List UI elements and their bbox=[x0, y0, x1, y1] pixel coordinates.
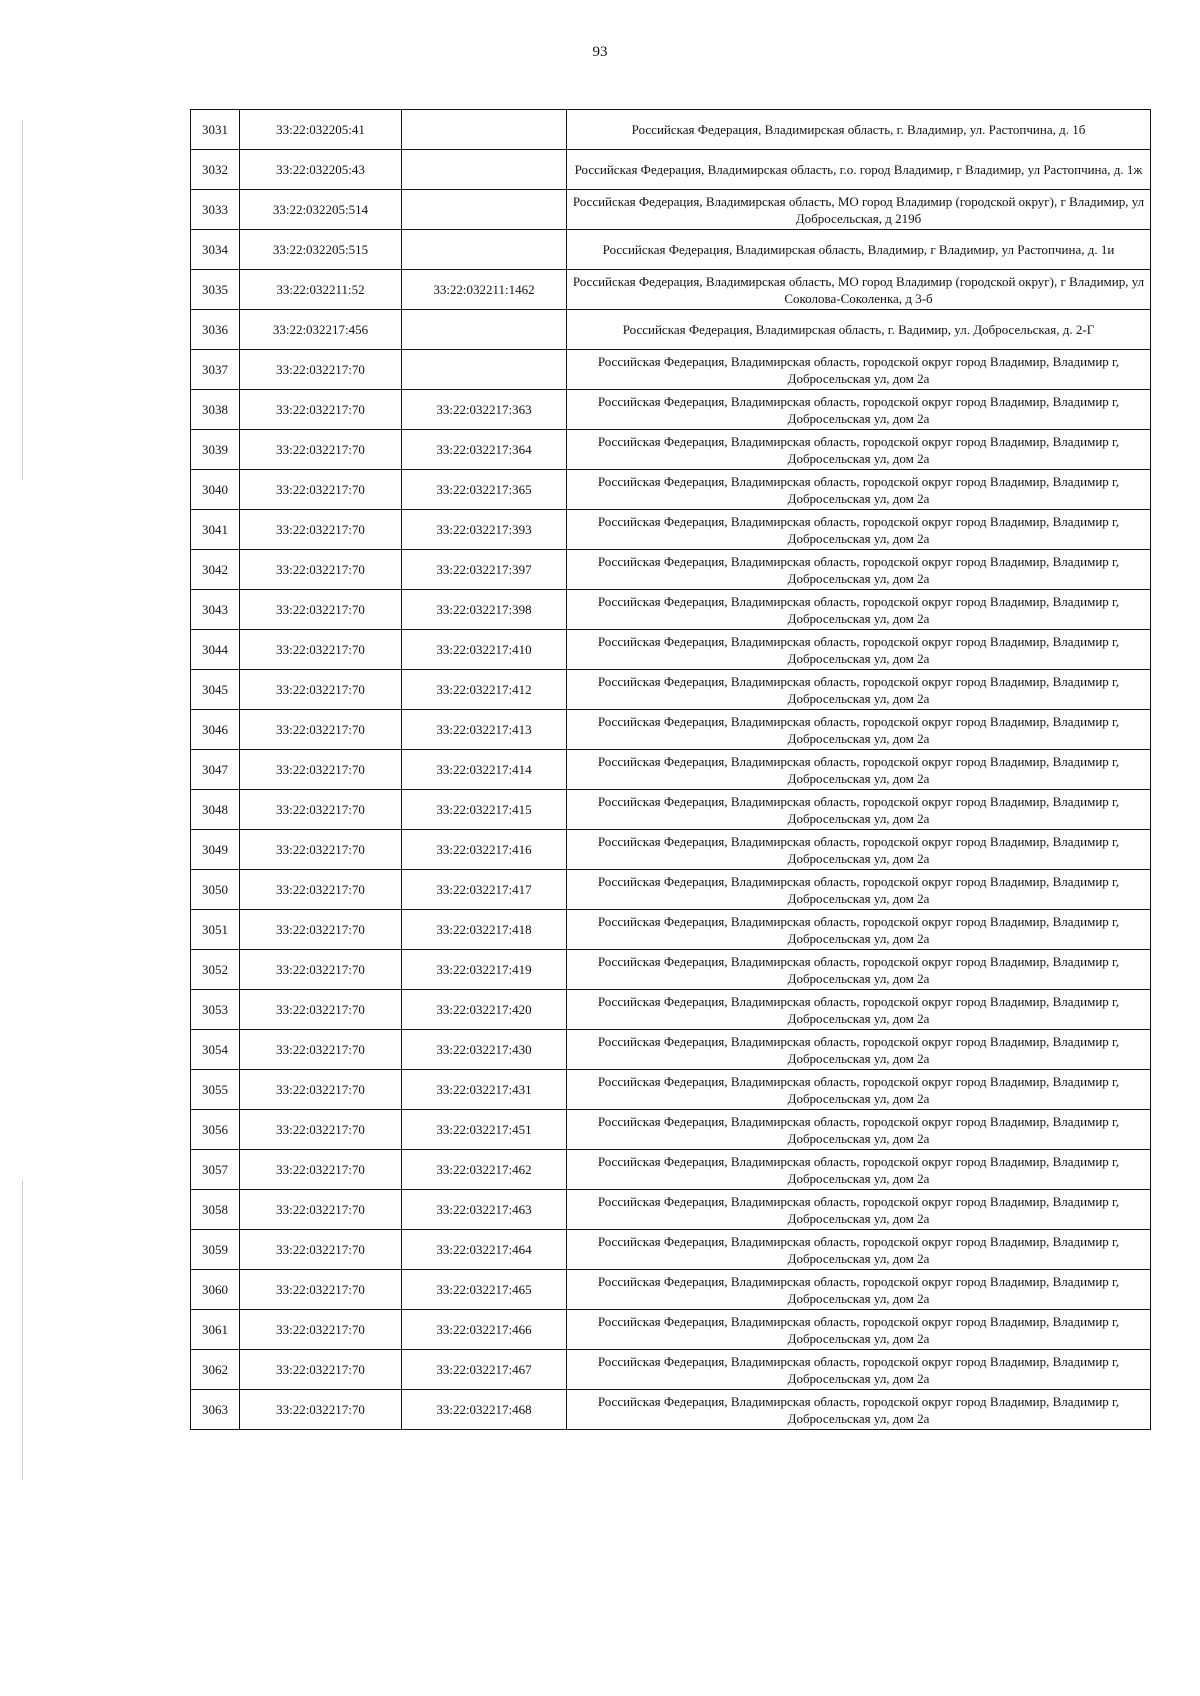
object-cadastral-number-cell: 33:22:032217:416 bbox=[402, 830, 567, 870]
row-number-cell: 3033 bbox=[191, 190, 240, 230]
row-number-cell: 3054 bbox=[191, 1030, 240, 1070]
cadastral-number-cell: 33:22:032217:70 bbox=[240, 590, 402, 630]
row-number-cell: 3061 bbox=[191, 1310, 240, 1350]
cadastral-number-cell: 33:22:032217:70 bbox=[240, 1110, 402, 1150]
address-cell: Российская Федерация, Владимирская область, городской округ город Владимир, Владимир г, Добросельская ул, дом 2а bbox=[567, 350, 1151, 390]
row-number-cell: 3036 bbox=[191, 310, 240, 350]
cadastral-number-cell: 33:22:032217:70 bbox=[240, 1230, 402, 1270]
table-row bbox=[191, 910, 1151, 950]
cadastral-number-cell: 33:22:032217:70 bbox=[240, 1070, 402, 1110]
row-number-cell: 3049 bbox=[191, 830, 240, 870]
row-number-cell: 3038 bbox=[191, 390, 240, 430]
table-row bbox=[191, 590, 1151, 630]
object-cadastral-number-cell: 33:22:032217:462 bbox=[402, 1150, 567, 1190]
row-number-cell: 3063 bbox=[191, 1390, 240, 1430]
address-cell: Российская Федерация, Владимирская область, городской округ город Владимир, Владимир г, Добросельская ул, дом 2а bbox=[567, 950, 1151, 990]
object-cadastral-number-cell: 33:22:032217:420 bbox=[402, 990, 567, 1030]
cadastral-number-cell: 33:22:032217:456 bbox=[240, 310, 402, 350]
object-cadastral-number-cell: 33:22:032217:393 bbox=[402, 510, 567, 550]
row-number-cell: 3047 bbox=[191, 750, 240, 790]
registry-table bbox=[190, 109, 1151, 1430]
table-row bbox=[191, 550, 1151, 590]
row-number-cell: 3051 bbox=[191, 910, 240, 950]
row-number-cell: 3059 bbox=[191, 1230, 240, 1270]
table-row bbox=[191, 1230, 1151, 1270]
row-number-cell: 3060 bbox=[191, 1270, 240, 1310]
table-row bbox=[191, 1350, 1151, 1390]
address-cell: Российская Федерация, Владимирская область, городской округ город Владимир, Владимир г, Добросельская ул, дом 2а bbox=[567, 1390, 1151, 1430]
object-cadastral-number-cell bbox=[402, 310, 567, 350]
table-row bbox=[191, 950, 1151, 990]
cadastral-number-cell: 33:22:032205:515 bbox=[240, 230, 402, 270]
address-cell: Российская Федерация, Владимирская область, городской округ город Владимир, Владимир г, Добросельская ул, дом 2а bbox=[567, 1190, 1151, 1230]
object-cadastral-number-cell: 33:22:032217:364 bbox=[402, 430, 567, 470]
cadastral-number-cell: 33:22:032217:70 bbox=[240, 1310, 402, 1350]
object-cadastral-number-cell bbox=[402, 190, 567, 230]
table-row bbox=[191, 830, 1151, 870]
cadastral-number-cell: 33:22:032217:70 bbox=[240, 950, 402, 990]
address-cell: Российская Федерация, Владимирская область, городской округ город Владимир, Владимир г, Добросельская ул, дом 2а bbox=[567, 1350, 1151, 1390]
table-row bbox=[191, 1030, 1151, 1070]
address-cell: Российская Федерация, Владимирская область, городской округ город Владимир, Владимир г, Добросельская ул, дом 2а bbox=[567, 1230, 1151, 1270]
row-number-cell: 3044 bbox=[191, 630, 240, 670]
object-cadastral-number-cell: 33:22:032217:430 bbox=[402, 1030, 567, 1070]
object-cadastral-number-cell: 33:22:032217:413 bbox=[402, 710, 567, 750]
address-cell: Российская Федерация, Владимирская область, МО город Владимир (городской округ), г Владимир, ул Соколова-Соколенка, д 3-б bbox=[567, 270, 1151, 310]
address-cell: Российская Федерация, Владимирская область, городской округ город Владимир, Владимир г, Добросельская ул, дом 2а bbox=[567, 470, 1151, 510]
table-row bbox=[191, 870, 1151, 910]
cadastral-number-cell: 33:22:032217:70 bbox=[240, 870, 402, 910]
row-number-cell: 3037 bbox=[191, 350, 240, 390]
table-row bbox=[191, 1190, 1151, 1230]
object-cadastral-number-cell: 33:22:032217:467 bbox=[402, 1350, 567, 1390]
object-cadastral-number-cell: 33:22:032217:417 bbox=[402, 870, 567, 910]
address-cell: Российская Федерация, Владимирская область, г. Владимир, ул. Растопчина, д. 1б bbox=[567, 110, 1151, 150]
object-cadastral-number-cell: 33:22:032217:414 bbox=[402, 750, 567, 790]
object-cadastral-number-cell: 33:22:032217:398 bbox=[402, 590, 567, 630]
table-row bbox=[191, 1310, 1151, 1350]
address-cell: Российская Федерация, Владимирская область, городской округ город Владимир, Владимир г, Добросельская ул, дом 2а bbox=[567, 990, 1151, 1030]
object-cadastral-number-cell: 33:22:032217:419 bbox=[402, 950, 567, 990]
cadastral-number-cell: 33:22:032205:43 bbox=[240, 150, 402, 190]
cadastral-number-cell: 33:22:032217:70 bbox=[240, 350, 402, 390]
object-cadastral-number-cell: 33:22:032217:464 bbox=[402, 1230, 567, 1270]
object-cadastral-number-cell: 33:22:032217:466 bbox=[402, 1310, 567, 1350]
object-cadastral-number-cell: 33:22:032217:451 bbox=[402, 1110, 567, 1150]
row-number-cell: 3043 bbox=[191, 590, 240, 630]
object-cadastral-number-cell bbox=[402, 110, 567, 150]
object-cadastral-number-cell bbox=[402, 230, 567, 270]
cadastral-number-cell: 33:22:032211:52 bbox=[240, 270, 402, 310]
address-cell: Российская Федерация, Владимирская область, городской округ город Владимир, Владимир г, Добросельская ул, дом 2а bbox=[567, 390, 1151, 430]
cadastral-number-cell: 33:22:032217:70 bbox=[240, 510, 402, 550]
address-cell: Российская Федерация, Владимирская область, городской округ город Владимир, Владимир г, Добросельская ул, дом 2а bbox=[567, 1310, 1151, 1350]
table-row bbox=[191, 990, 1151, 1030]
row-number-cell: 3046 bbox=[191, 710, 240, 750]
cadastral-number-cell: 33:22:032217:70 bbox=[240, 1270, 402, 1310]
cadastral-number-cell: 33:22:032205:514 bbox=[240, 190, 402, 230]
row-number-cell: 3053 bbox=[191, 990, 240, 1030]
cadastral-number-cell: 33:22:032217:70 bbox=[240, 990, 402, 1030]
table-row bbox=[191, 310, 1151, 350]
row-number-cell: 3057 bbox=[191, 1150, 240, 1190]
address-cell: Российская Федерация, Владимирская область, городской округ город Владимир, Владимир г, Добросельская ул, дом 2а bbox=[567, 1030, 1151, 1070]
table-row bbox=[191, 270, 1151, 310]
cadastral-number-cell: 33:22:032217:70 bbox=[240, 710, 402, 750]
cadastral-number-cell: 33:22:032217:70 bbox=[240, 1390, 402, 1430]
address-cell: Российская Федерация, Владимирская область, городской округ город Владимир, Владимир г, Добросельская ул, дом 2а bbox=[567, 550, 1151, 590]
cadastral-number-cell: 33:22:032217:70 bbox=[240, 470, 402, 510]
scan-edge-mark bbox=[22, 1180, 23, 1480]
table-row bbox=[191, 230, 1151, 270]
row-number-cell: 3052 bbox=[191, 950, 240, 990]
address-cell: Российская Федерация, Владимирская область, городской округ город Владимир, Владимир г, Добросельская ул, дом 2а bbox=[567, 630, 1151, 670]
table-row bbox=[191, 470, 1151, 510]
table-row bbox=[191, 110, 1151, 150]
address-cell: Российская Федерация, Владимирская область, городской округ город Владимир, Владимир г, Добросельская ул, дом 2а bbox=[567, 830, 1151, 870]
address-cell: Российская Федерация, Владимирская область, МО город Владимир (городской округ), г Владимир, ул Добросельская, д 219б bbox=[567, 190, 1151, 230]
address-cell: Российская Федерация, Владимирская область, городской округ город Владимир, Владимир г, Добросельская ул, дом 2а bbox=[567, 1110, 1151, 1150]
cadastral-number-cell: 33:22:032205:41 bbox=[240, 110, 402, 150]
row-number-cell: 3050 bbox=[191, 870, 240, 910]
row-number-cell: 3032 bbox=[191, 150, 240, 190]
address-cell: Российская Федерация, Владимирская область, городской округ город Владимир, Владимир г, Добросельская ул, дом 2а bbox=[567, 1270, 1151, 1310]
object-cadastral-number-cell: 33:22:032211:1462 bbox=[402, 270, 567, 310]
table-row bbox=[191, 150, 1151, 190]
table-row bbox=[191, 1270, 1151, 1310]
address-cell: Российская Федерация, Владимирская область, городской округ город Владимир, Владимир г, Добросельская ул, дом 2а bbox=[567, 790, 1151, 830]
row-number-cell: 3056 bbox=[191, 1110, 240, 1150]
object-cadastral-number-cell: 33:22:032217:463 bbox=[402, 1190, 567, 1230]
object-cadastral-number-cell: 33:22:032217:468 bbox=[402, 1390, 567, 1430]
cadastral-number-cell: 33:22:032217:70 bbox=[240, 1150, 402, 1190]
table-row bbox=[191, 1150, 1151, 1190]
row-number-cell: 3034 bbox=[191, 230, 240, 270]
address-cell: Российская Федерация, Владимирская область, городской округ город Владимир, Владимир г, Добросельская ул, дом 2а bbox=[567, 590, 1151, 630]
row-number-cell: 3031 bbox=[191, 110, 240, 150]
cadastral-number-cell: 33:22:032217:70 bbox=[240, 430, 402, 470]
cadastral-number-cell: 33:22:032217:70 bbox=[240, 750, 402, 790]
table-row bbox=[191, 630, 1151, 670]
table-row bbox=[191, 710, 1151, 750]
address-cell: Российская Федерация, Владимирская область, г.о. город Владимир, г Владимир, ул Растопчина, д. 1ж bbox=[567, 150, 1151, 190]
address-cell: Российская Федерация, Владимирская область, городской округ город Владимир, Владимир г, Добросельская ул, дом 2а bbox=[567, 1070, 1151, 1110]
cadastral-number-cell: 33:22:032217:70 bbox=[240, 670, 402, 710]
object-cadastral-number-cell: 33:22:032217:397 bbox=[402, 550, 567, 590]
address-cell: Российская Федерация, Владимирская область, городской округ город Владимир, Владимир г, Добросельская ул, дом 2а bbox=[567, 870, 1151, 910]
row-number-cell: 3041 bbox=[191, 510, 240, 550]
address-cell: Российская Федерация, Владимирская область, Владимир, г Владимир, ул Растопчина, д. 1и bbox=[567, 230, 1151, 270]
row-number-cell: 3039 bbox=[191, 430, 240, 470]
address-cell: Российская Федерация, Владимирская область, городской округ город Владимир, Владимир г, Добросельская ул, дом 2а bbox=[567, 750, 1151, 790]
address-cell: Российская Федерация, Владимирская область, городской округ город Владимир, Владимир г, Добросельская ул, дом 2а bbox=[567, 910, 1151, 950]
table-row bbox=[191, 350, 1151, 390]
cadastral-number-cell: 33:22:032217:70 bbox=[240, 790, 402, 830]
scan-edge-mark bbox=[22, 120, 23, 480]
row-number-cell: 3042 bbox=[191, 550, 240, 590]
table-row bbox=[191, 510, 1151, 550]
address-cell: Российская Федерация, Владимирская область, г. Вадимир, ул. Добросельская, д. 2-Г bbox=[567, 310, 1151, 350]
table-row bbox=[191, 390, 1151, 430]
row-number-cell: 3062 bbox=[191, 1350, 240, 1390]
object-cadastral-number-cell: 33:22:032217:412 bbox=[402, 670, 567, 710]
address-cell: Российская Федерация, Владимирская область, городской округ город Владимир, Владимир г, Добросельская ул, дом 2а bbox=[567, 1150, 1151, 1190]
object-cadastral-number-cell bbox=[402, 350, 567, 390]
cadastral-number-cell: 33:22:032217:70 bbox=[240, 630, 402, 670]
address-cell: Российская Федерация, Владимирская область, городской округ город Владимир, Владимир г, Добросельская ул, дом 2а bbox=[567, 670, 1151, 710]
table-row bbox=[191, 790, 1151, 830]
row-number-cell: 3058 bbox=[191, 1190, 240, 1230]
object-cadastral-number-cell: 33:22:032217:365 bbox=[402, 470, 567, 510]
object-cadastral-number-cell: 33:22:032217:363 bbox=[402, 390, 567, 430]
registry-table-body bbox=[191, 110, 1151, 1430]
cadastral-number-cell: 33:22:032217:70 bbox=[240, 1030, 402, 1070]
row-number-cell: 3040 bbox=[191, 470, 240, 510]
address-cell: Российская Федерация, Владимирская область, городской округ город Владимир, Владимир г, Добросельская ул, дом 2а bbox=[567, 710, 1151, 750]
table-row bbox=[191, 190, 1151, 230]
object-cadastral-number-cell: 33:22:032217:415 bbox=[402, 790, 567, 830]
table-row bbox=[191, 1070, 1151, 1110]
object-cadastral-number-cell bbox=[402, 150, 567, 190]
cadastral-number-cell: 33:22:032217:70 bbox=[240, 1190, 402, 1230]
row-number-cell: 3035 bbox=[191, 270, 240, 310]
cadastral-number-cell: 33:22:032217:70 bbox=[240, 1350, 402, 1390]
table-row bbox=[191, 1390, 1151, 1430]
table-row bbox=[191, 670, 1151, 710]
row-number-cell: 3055 bbox=[191, 1070, 240, 1110]
cadastral-number-cell: 33:22:032217:70 bbox=[240, 910, 402, 950]
address-cell: Российская Федерация, Владимирская область, городской округ город Владимир, Владимир г, Добросельская ул, дом 2а bbox=[567, 430, 1151, 470]
object-cadastral-number-cell: 33:22:032217:431 bbox=[402, 1070, 567, 1110]
cadastral-number-cell: 33:22:032217:70 bbox=[240, 550, 402, 590]
object-cadastral-number-cell: 33:22:032217:418 bbox=[402, 910, 567, 950]
row-number-cell: 3048 bbox=[191, 790, 240, 830]
row-number-cell: 3045 bbox=[191, 670, 240, 710]
table-row bbox=[191, 1110, 1151, 1150]
object-cadastral-number-cell: 33:22:032217:465 bbox=[402, 1270, 567, 1310]
address-cell: Российская Федерация, Владимирская область, городской округ город Владимир, Владимир г, Добросельская ул, дом 2а bbox=[567, 510, 1151, 550]
cadastral-number-cell: 33:22:032217:70 bbox=[240, 830, 402, 870]
page-number: 93 bbox=[592, 44, 608, 60]
table-row bbox=[191, 430, 1151, 470]
table-row bbox=[191, 750, 1151, 790]
cadastral-number-cell: 33:22:032217:70 bbox=[240, 390, 402, 430]
object-cadastral-number-cell: 33:22:032217:410 bbox=[402, 630, 567, 670]
